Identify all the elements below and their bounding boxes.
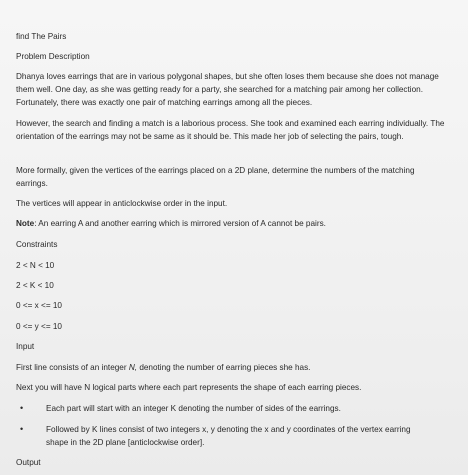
bullet-dot-icon: • [20, 424, 24, 434]
constraint-item: 0 <= y <= 10 [16, 322, 62, 331]
input-first-line-prefix: First line consists of an integer [16, 363, 129, 372]
input-first-line-paragraph [16, 361, 310, 374]
paragraph-formal: More formally, given the vertices of the earrings placed on a 2D plane, determine the numbers of the matching earrings. [16, 166, 415, 188]
note-text: : An earring A and another earring which is mirrored version of A cannot be pairs. [34, 219, 326, 228]
note-label: Note [16, 219, 35, 228]
output-heading: Output [16, 458, 41, 467]
paragraph-search: However, the search and finding a match is a laborious process. She took and examined each earring individually. The orientation of the earrings may not be same as it should be. This made her job of selecting the pairs, tough. [16, 119, 445, 141]
note-paragraph [16, 217, 326, 230]
constraints-heading: Constraints [16, 240, 58, 249]
list-item-text: Each part will start with an integer K denoting the number of sides of the earrings. [46, 404, 341, 413]
constraint-item: 0 <= x <= 10 [16, 301, 62, 310]
list-item [20, 423, 434, 449]
problem-description-heading: Problem Description [16, 52, 90, 61]
input-logical-parts-paragraph: Next you will have N logical parts where each part represents the shape of each earring pieces. [16, 383, 362, 392]
list-item [20, 402, 434, 415]
input-first-line-suffix: denoting the number of earring pieces she has. [137, 363, 311, 372]
bullet-dot-icon: • [20, 403, 24, 413]
constraint-item: 2 < K < 10 [16, 281, 54, 290]
input-variable-n: N, [128, 363, 138, 372]
paragraph-vertex-order: The vertices will appear in anticlockwise order in the input. [16, 199, 228, 208]
document-title: find The Pairs [16, 32, 67, 41]
input-heading: Input [16, 342, 35, 351]
list-item-text: Followed by K lines consist of two integers x, y denoting the x and y coordinates of the vertex earring shape in the 2D plane [anticlockwise order]. [46, 425, 411, 447]
constraint-item: 2 < N < 10 [16, 261, 55, 270]
paragraph-story: Dhanya loves earrings that are in various polygonal shapes, but she often loses them because she does not manage them well. One day, as she was getting ready for a party, she searched for a matching pair among her collection. Fortunately, there was exactly one pair of matching earrings among all the pieces. [16, 72, 439, 107]
